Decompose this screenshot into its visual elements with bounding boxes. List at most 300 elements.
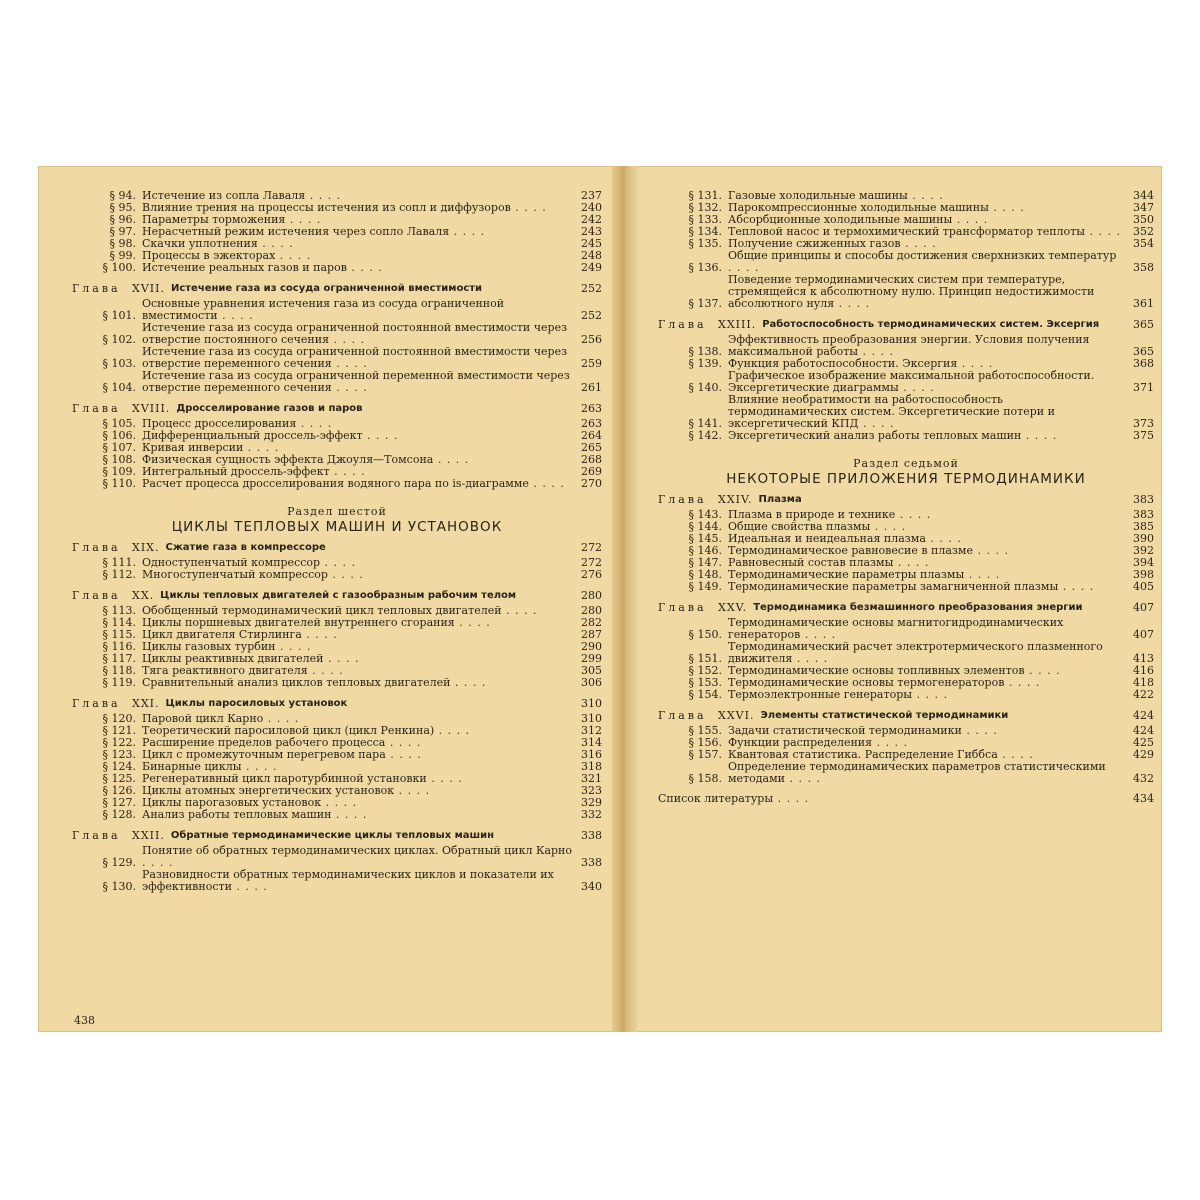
page-ref: 383 — [1133, 493, 1154, 506]
section-number: § 157. — [688, 748, 722, 761]
page-ref: 432 — [1133, 772, 1154, 785]
page-ref: 398 — [1133, 568, 1154, 581]
entry-title: Термоэлектронные генераторы . . . . — [728, 688, 948, 701]
entry-title: Анализ работы тепловых машин . . . . — [142, 808, 368, 821]
entry-title-text: Графическое изображение максимальной работоспособности. Эксергетические диаграммы — [728, 369, 1095, 394]
section-number: § 103. — [102, 357, 136, 370]
chapter-number: XX. — [132, 589, 155, 602]
toc-entry — [72, 845, 602, 869]
section-number: § 123. — [102, 748, 136, 761]
page-ref: 248 — [581, 249, 602, 262]
chapter-label: Глава — [658, 709, 707, 722]
entry-title-text: Влияние трения на процессы истечения из сопл и диффузоров — [142, 201, 511, 214]
page-ref: 390 — [1133, 532, 1154, 545]
page-ref: 261 — [581, 381, 602, 394]
chapter-heading — [658, 710, 1154, 722]
section-number: § 140. — [688, 381, 722, 394]
page-ref: 352 — [1133, 225, 1154, 238]
entry-title: Бинарные циклы . . . . — [142, 760, 278, 773]
page-ref: 312 — [581, 724, 602, 737]
section-number: § 107. — [102, 441, 136, 454]
section-number: § 126. — [102, 784, 136, 797]
section-number: § 131. — [688, 189, 722, 202]
chapter-heading — [658, 602, 1154, 614]
toc-entry — [658, 430, 1154, 442]
page-ref: 305 — [581, 664, 602, 677]
section-number: § 94. — [109, 189, 136, 202]
toc-entry — [72, 809, 602, 821]
page-ref: 375 — [1133, 429, 1154, 442]
open-book — [38, 166, 1162, 1032]
entry-title-text: Понятие об обратных термодинамических циклах. Обратный цикл Карно — [142, 844, 573, 857]
section-number: § 152. — [688, 664, 722, 677]
entry-title-text: Тяга реактивного двигателя — [142, 664, 308, 677]
entry-title: Функции распределения . . . . — [728, 736, 909, 749]
page-ref: 299 — [581, 652, 602, 665]
section-number: § 108. — [102, 453, 136, 466]
page-ref: 385 — [1133, 520, 1154, 533]
toc-entry — [72, 370, 602, 394]
entry-title: Расширение пределов рабочего процесса . . . . — [142, 736, 422, 749]
section-number: § 143. — [688, 508, 722, 521]
section-number: § 118. — [102, 664, 136, 677]
entry-title-text: Общие свойства плазмы — [728, 520, 871, 533]
entry-title-text: Определение термодинамических параметров статистическими методами — [728, 760, 1106, 785]
part-title: ЦИКЛЫ ТЕПЛОВЫХ МАШИН И УСТАНОВОК — [171, 519, 503, 535]
references-entry — [658, 793, 1154, 805]
entry-title: Задачи статистической термодинамики . . . . — [728, 724, 998, 737]
entry-title-text: Термодинамические параметры замагниченной плазмы — [728, 580, 1059, 593]
chapter-number: XVIII. — [132, 402, 171, 415]
section-number: § 127. — [102, 796, 136, 809]
entry-title: Истечение газа из сосуда ограниченной переменной вместимости через отверстие переменного сечения . . . . — [142, 369, 570, 394]
chapter-title: Циклы тепловых двигателей с газообразным рабочим телом — [160, 590, 517, 601]
entry-title: Циклы газовых турбин . . . . — [142, 640, 312, 653]
page-ref: 405 — [1133, 580, 1154, 593]
page-ref: 272 — [581, 541, 602, 554]
entry-title-text: Расширение пределов рабочего процесса — [142, 736, 386, 749]
page-ref: 413 — [1133, 652, 1154, 665]
page-ref: 407 — [1133, 628, 1154, 641]
section-number: § 136. — [688, 261, 722, 274]
section-number: § 121. — [102, 724, 136, 737]
entry-title-text: Циклы газовых турбин — [142, 640, 276, 653]
page-ref: 416 — [1133, 664, 1154, 677]
entry-title: Обобщенный термодинамический цикл тепловых двигателей . . . . — [142, 604, 538, 617]
entry-title-text: Влияние необратимости на работоспособность термодинамических систем. Эксергетические потери и эксергетический КПД — [728, 393, 1055, 430]
section-number: § 114. — [102, 616, 136, 629]
page-ref: 425 — [1133, 736, 1154, 749]
page-ref: 365 — [1133, 345, 1154, 358]
entry-title: Получение сжиженных газов . . . . — [728, 237, 937, 250]
section-number: § 117. — [102, 652, 136, 665]
chapter-heading — [72, 830, 602, 842]
entry-title-text: Истечение реальных газов и паров — [142, 261, 347, 274]
section-number: § 141. — [688, 417, 722, 430]
page-ref: 350 — [1133, 213, 1154, 226]
toc-entry — [658, 334, 1154, 358]
page-ref: 332 — [581, 808, 602, 821]
toc-entry — [72, 262, 602, 274]
section-number: § 112. — [102, 568, 136, 581]
entry-title: Влияние необратимости на работоспособность термодинамических систем. Эксергетические потери и эксергетический КПД . . . . — [728, 393, 1055, 430]
page-ref: 263 — [581, 417, 602, 430]
page-ref: 237 — [581, 189, 602, 202]
entry-title-text: Циклы поршневых двигателей внутреннего сгорания — [142, 616, 455, 629]
section-number: § 120. — [102, 712, 136, 725]
chapter-label: Глава — [658, 601, 707, 614]
section-number: § 109. — [102, 465, 136, 478]
section-number: § 158. — [688, 772, 722, 785]
page-ref: 392 — [1133, 544, 1154, 557]
chapter-number: XXI. — [132, 697, 160, 710]
page-ref: 256 — [581, 333, 602, 346]
entry-title: Дифференциальный дроссель-эффект . . . . — [142, 429, 399, 442]
section-number: § 97. — [109, 225, 136, 238]
section-number: § 133. — [688, 213, 722, 226]
entry-title-text: Термодинамические основы магнитогидродинамических генераторов — [728, 616, 1064, 641]
entry-title: Регенеративный цикл паротурбинной установки . . . . — [142, 772, 463, 785]
chapter-heading — [658, 494, 1154, 506]
entry-title-text: Эффективность преобразования энергии. Условия получения максимальной работы — [728, 333, 1090, 358]
chapter-heading — [658, 319, 1154, 331]
entry-title: Сравнительный анализ циклов тепловых двигателей . . . . — [142, 676, 487, 689]
page-ref: 371 — [1133, 381, 1154, 394]
toc-entry — [658, 394, 1154, 430]
toc-entry — [658, 761, 1154, 785]
section-number: § 105. — [102, 417, 136, 430]
entry-title: Процесс дросселирования . . . . — [142, 417, 333, 430]
entry-title: Равновесный состав плазмы . . . . — [728, 556, 930, 569]
entry-title: Циклы парогазовых установок . . . . — [142, 796, 358, 809]
chapter-number: XXIV. — [718, 493, 753, 506]
section-number: § 119. — [102, 676, 136, 689]
chapter-label: Глава — [72, 697, 121, 710]
toc-entry — [72, 346, 602, 370]
entry-title: Основные уравнения истечения газа из сосуда ограниченной вместимости . . . . — [142, 297, 505, 322]
entry-title: Газовые холодильные машины . . . . — [728, 189, 944, 202]
section-number: § 104. — [102, 381, 136, 394]
page-ref: 318 — [581, 760, 602, 773]
page-ref: 282 — [581, 616, 602, 629]
chapter-number: XVII. — [132, 282, 165, 295]
entry-title-text: Разновидности обратных термодинамических циклов и показатели их эффективности — [142, 868, 554, 893]
section-number: § 128. — [102, 808, 136, 821]
toc-entry — [658, 250, 1154, 274]
page-ref: 272 — [581, 556, 602, 569]
chapter-title: Элементы статистической термодинамики — [760, 710, 1009, 721]
entry-title-text: Анализ работы тепловых машин — [142, 808, 332, 821]
part-title: НЕКОТОРЫЕ ПРИЛОЖЕНИЯ ТЕРМОДИНАМИКИ — [726, 471, 1086, 487]
chapter-label: Глава — [658, 493, 707, 506]
toc-entry — [658, 689, 1154, 701]
entry-title-text: Основные уравнения истечения газа из сосуда ограниченной вместимости — [142, 297, 505, 322]
entry-title-text: Плазма в природе и технике — [728, 508, 896, 521]
section-number: § 144. — [688, 520, 722, 533]
page-ref: 287 — [581, 628, 602, 641]
part-heading — [658, 458, 1154, 485]
chapter-title: Обратные термодинамические циклы тепловых машин — [170, 830, 495, 841]
entry-title: Истечение газа из сосуда ограниченной постоянной вместимости через отверстие постоянного сечения . . . . — [142, 321, 568, 346]
entry-title-text: Интегральный дроссель-эффект — [142, 465, 330, 478]
entry-title-text: Параметры торможения — [142, 213, 286, 226]
chapter-number: XXII. — [132, 829, 165, 842]
entry-title-text: Многоступенчатый компрессор — [142, 568, 328, 581]
entry-title: Термодинамический расчет электротермического плазменного движителя . . . . — [728, 640, 1103, 665]
chapter-label: Глава — [72, 541, 121, 554]
entry-title-text: Задачи статистической термодинамики — [728, 724, 962, 737]
section-number: § 124. — [102, 760, 136, 773]
section-number: § 134. — [688, 225, 722, 238]
page-ref: 270 — [581, 477, 602, 490]
entry-title: Эффективность преобразования энергии. Условия получения максимальной работы . . . . — [728, 333, 1090, 358]
entry-title: Тяга реактивного двигателя . . . . — [142, 664, 344, 677]
page-ref: 280 — [581, 589, 602, 602]
entry-title: Расчет процесса дросселирования водяного пара по is-диаграмме . . . . — [142, 477, 565, 490]
section-number: § 137. — [688, 297, 722, 310]
chapter-label: Глава — [72, 402, 121, 415]
entry-title: Истечение из сопла Лаваля . . . . — [142, 189, 342, 202]
page-ref: 268 — [581, 453, 602, 466]
entry-title: Кривая инверсии . . . . — [142, 441, 280, 454]
section-number: § 148. — [688, 568, 722, 581]
entry-title-text: Сравнительный анализ циклов тепловых двигателей — [142, 676, 451, 689]
entry-title: Истечение газа из сосуда ограниченной постоянной вместимости через отверстие переменного сечения . . . . — [142, 345, 568, 370]
chapter-heading — [72, 698, 602, 710]
page-ref: 276 — [581, 568, 602, 581]
page-ref: 424 — [1133, 724, 1154, 737]
page-ref: 361 — [1133, 297, 1154, 310]
page-ref: 314 — [581, 736, 602, 749]
chapter-title: Циклы паросиловых установок — [165, 698, 348, 709]
entry-title: Многоступенчатый компрессор . . . . — [142, 568, 364, 581]
entry-title: Тепловой насос и термохимический трансформатор теплоты . . . . — [728, 225, 1121, 238]
entry-title-text: Циклы парогазовых установок — [142, 796, 322, 809]
page-ref: 429 — [1133, 748, 1154, 761]
references-title: Список литературы . . . . — [658, 792, 810, 805]
chapter-label: Глава — [72, 589, 121, 602]
page-ref: 259 — [581, 357, 602, 370]
chapter-number: XIX. — [132, 541, 160, 554]
entry-title: Графическое изображение максимальной работоспособности. Эксергетические диаграммы . . . . — [728, 369, 1095, 394]
page-ref: 340 — [581, 880, 602, 893]
entry-title-text: Паровой цикл Карно — [142, 712, 264, 725]
entry-title-text: Расчет процесса дросселирования водяного пара по is-диаграмме — [142, 477, 529, 490]
section-number: § 142. — [688, 429, 722, 442]
entry-title-text: Скачки уплотнения — [142, 237, 258, 250]
entry-title-text: Получение сжиженных газов — [728, 237, 901, 250]
toc-entry — [658, 641, 1154, 665]
entry-title-text: Функция работоспособности. Эксергия — [728, 357, 958, 370]
entry-title-text: Регенеративный цикл паротурбинной установки — [142, 772, 427, 785]
entry-title: Циклы атомных энергетических установок . . . . — [142, 784, 431, 797]
page-ref: 344 — [1133, 189, 1154, 202]
entry-title-text: Термодинамический расчет электротермического плазменного движителя — [728, 640, 1103, 665]
entry-title-text: Абсорбционные холодильные машины — [728, 213, 953, 226]
page-ref: 338 — [581, 856, 602, 869]
entry-title-text: Поведение термодинамических систем при температуре, стремящейся к абсолютному нулю. Принцип недостижимости абсолютного нуля — [728, 273, 1095, 310]
entry-title: Циклы реактивных двигателей . . . . — [142, 652, 360, 665]
chapter-label: Глава — [658, 318, 707, 331]
entry-title: Нерасчетный режим истечения через сопло Лаваля . . . . — [142, 225, 486, 238]
book-gutter — [612, 166, 638, 1032]
chapter-heading — [72, 590, 602, 602]
entry-title: Термодинамическое равновесие в плазме . . . . — [728, 544, 1009, 557]
page-ref: 280 — [581, 604, 602, 617]
toc-entry — [658, 370, 1154, 394]
chapter-title: Плазма — [758, 494, 802, 505]
section-number: § 130. — [102, 880, 136, 893]
entry-title-text: Одноступенчатый компрессор — [142, 556, 321, 569]
toc-entry — [72, 677, 602, 689]
section-number: § 100. — [102, 261, 136, 274]
entry-title: Поведение термодинамических систем при температуре, стремящейся к абсолютному нулю. Принцип недостижимости абсолютного нуля . . . . — [728, 273, 1095, 310]
entry-title-text: Процессы в эжекторах — [142, 249, 276, 262]
entry-title-text: Дифференциальный дроссель-эффект — [142, 429, 363, 442]
entry-title: Влияние трения на процессы истечения из сопл и диффузоров . . . . — [142, 201, 547, 214]
entry-title-text: Истечение газа из сосуда ограниченной переменной вместимости через отверстие переменного сечения — [142, 369, 570, 394]
chapter-heading — [72, 403, 602, 415]
entry-title: Идеальная и неидеальная плазма . . . . — [728, 532, 962, 545]
section-number: § 129. — [102, 856, 136, 869]
page-ref: 243 — [581, 225, 602, 238]
chapter-heading — [72, 542, 602, 554]
entry-title-text: Истечение газа из сосуда ограниченной постоянной вместимости через отверстие постоянного сечения — [142, 321, 568, 346]
page-ref: 338 — [581, 829, 602, 842]
page-ref: 347 — [1133, 201, 1154, 214]
toc-entry — [658, 274, 1154, 310]
section-number: § 156. — [688, 736, 722, 749]
section-number: § 110. — [102, 477, 136, 490]
entry-title: Общие принципы и способы достижения сверхнизких температур . . . . — [728, 249, 1117, 274]
entry-title-text: Циклы реактивных двигателей — [142, 652, 324, 665]
section-number: § 96. — [109, 213, 136, 226]
chapter-number: XXV. — [718, 601, 748, 614]
entry-title: Плазма в природе и технике . . . . — [728, 508, 932, 521]
toc-entry — [658, 617, 1154, 641]
entry-title: Паровой цикл Карно . . . . — [142, 712, 300, 725]
page-ref: 368 — [1133, 357, 1154, 370]
page-ref: 306 — [581, 676, 602, 689]
part-name: Раздел шестой — [287, 505, 387, 518]
toc-entry — [72, 322, 602, 346]
section-number: § 149. — [688, 580, 722, 593]
section-number: § 106. — [102, 429, 136, 442]
section-number: § 132. — [688, 201, 722, 214]
toc-entry — [72, 478, 602, 490]
left-page-contents — [72, 190, 602, 893]
entry-title: Функция работоспособности. Эксергия . . . . — [728, 357, 994, 370]
section-number: § 139. — [688, 357, 722, 370]
section-number: § 145. — [688, 532, 722, 545]
page-ref: 323 — [581, 784, 602, 797]
entry-title-text: Процесс дросселирования — [142, 417, 297, 430]
section-number: § 154. — [688, 688, 722, 701]
part-heading — [72, 506, 602, 533]
entry-title-text: Циклы атомных энергетических установок — [142, 784, 395, 797]
section-number: § 153. — [688, 676, 722, 689]
entry-title: Физическая сущность эффекта Джоуля—Томсона . . . . — [142, 453, 470, 466]
entry-title: Определение термодинамических параметров статистическими методами . . . . — [728, 760, 1106, 785]
entry-title: Термодинамические основы топливных элементов . . . . — [728, 664, 1061, 677]
section-number: § 155. — [688, 724, 722, 737]
page-ref: 269 — [581, 465, 602, 478]
entry-title-text: Кривая инверсии — [142, 441, 244, 454]
entry-title: Парокомпрессионные холодильные машины . . . . — [728, 201, 1025, 214]
entry-title: Параметры торможения . . . . — [142, 213, 322, 226]
entry-title-text: Цикл двигателя Стирлинга — [142, 628, 302, 641]
section-number: § 147. — [688, 556, 722, 569]
chapter-number: XXIII. — [718, 318, 757, 331]
entry-title: Скачки уплотнения . . . . — [142, 237, 294, 250]
entry-title: Истечение реальных газов и паров . . . . — [142, 261, 383, 274]
page-ref: 329 — [581, 796, 602, 809]
entry-title: Разновидности обратных термодинамических циклов и показатели их эффективности . . . . — [142, 868, 554, 893]
page-ref: 265 — [581, 441, 602, 454]
entry-title-text: Обобщенный термодинамический цикл тепловых двигателей — [142, 604, 502, 617]
page-ref: 242 — [581, 213, 602, 226]
page-ref: 252 — [581, 282, 602, 295]
page-ref: 407 — [1133, 601, 1154, 614]
chapter-heading — [72, 283, 602, 295]
entry-title: Понятие об обратных термодинамических циклах. Обратный цикл Карно . . . . — [142, 844, 573, 869]
chapter-title: Работоспособность термодинамических систем. Эксергия — [762, 319, 1100, 330]
page-ref: 290 — [581, 640, 602, 653]
chapter-label: Глава — [72, 829, 121, 842]
entry-title: Квантовая статистика. Распределение Гиббса . . . . — [728, 748, 1034, 761]
entry-title-text: Теоретический паросиловой цикл (цикл Ренкина) — [142, 724, 435, 737]
page-ref: 316 — [581, 748, 602, 761]
toc-entry — [72, 569, 602, 581]
entry-title: Процессы в эжекторах . . . . — [142, 249, 312, 262]
toc-entry — [658, 581, 1154, 593]
section-number: § 115. — [102, 628, 136, 641]
entry-title-text: Идеальная и неидеальная плазма — [728, 532, 926, 545]
entry-title-text: Квантовая статистика. Распределение Гиббса — [728, 748, 998, 761]
entry-title-text: Эксергетический анализ работы тепловых машин — [728, 429, 1022, 442]
section-number: § 95. — [109, 201, 136, 214]
section-number: § 125. — [102, 772, 136, 785]
entry-title: Общие свойства плазмы . . . . — [728, 520, 907, 533]
toc-entry — [72, 869, 602, 893]
section-number: § 99. — [109, 249, 136, 262]
entry-title-text: Бинарные циклы — [142, 760, 242, 773]
entry-title: Эксергетический анализ работы тепловых машин . . . . — [728, 429, 1058, 442]
entry-title-text: Равновесный состав плазмы — [728, 556, 894, 569]
entry-title: Циклы поршневых двигателей внутреннего сгорания . . . . — [142, 616, 491, 629]
page-ref: 434 — [1133, 792, 1154, 805]
section-number: § 122. — [102, 736, 136, 749]
section-number: § 98. — [109, 237, 136, 250]
entry-title-text: Парокомпрессионные холодильные машины — [728, 201, 989, 214]
page-ref: 373 — [1133, 417, 1154, 430]
entry-title-text: Термоэлектронные генераторы — [728, 688, 912, 701]
page-ref: 252 — [581, 309, 602, 322]
page-number: 438 — [74, 1014, 95, 1027]
references-text: Список литературы — [658, 792, 774, 805]
section-number: § 113. — [102, 604, 136, 617]
entry-title: Абсорбционные холодильные машины . . . . — [728, 213, 989, 226]
entry-title: Теоретический паросиловой цикл (цикл Ренкина) . . . . — [142, 724, 471, 737]
page-ref: 264 — [581, 429, 602, 442]
page-ref: 365 — [1133, 318, 1154, 331]
chapter-title: Сжатие газа в компрессоре — [165, 542, 326, 553]
page-ref: 424 — [1133, 709, 1154, 722]
page-ref: 240 — [581, 201, 602, 214]
entry-title-text: Термодинамическое равновесие в плазме — [728, 544, 973, 557]
chapter-title: Дросселирование газов и паров — [176, 403, 363, 414]
entry-title: Интегральный дроссель-эффект . . . . — [142, 465, 366, 478]
